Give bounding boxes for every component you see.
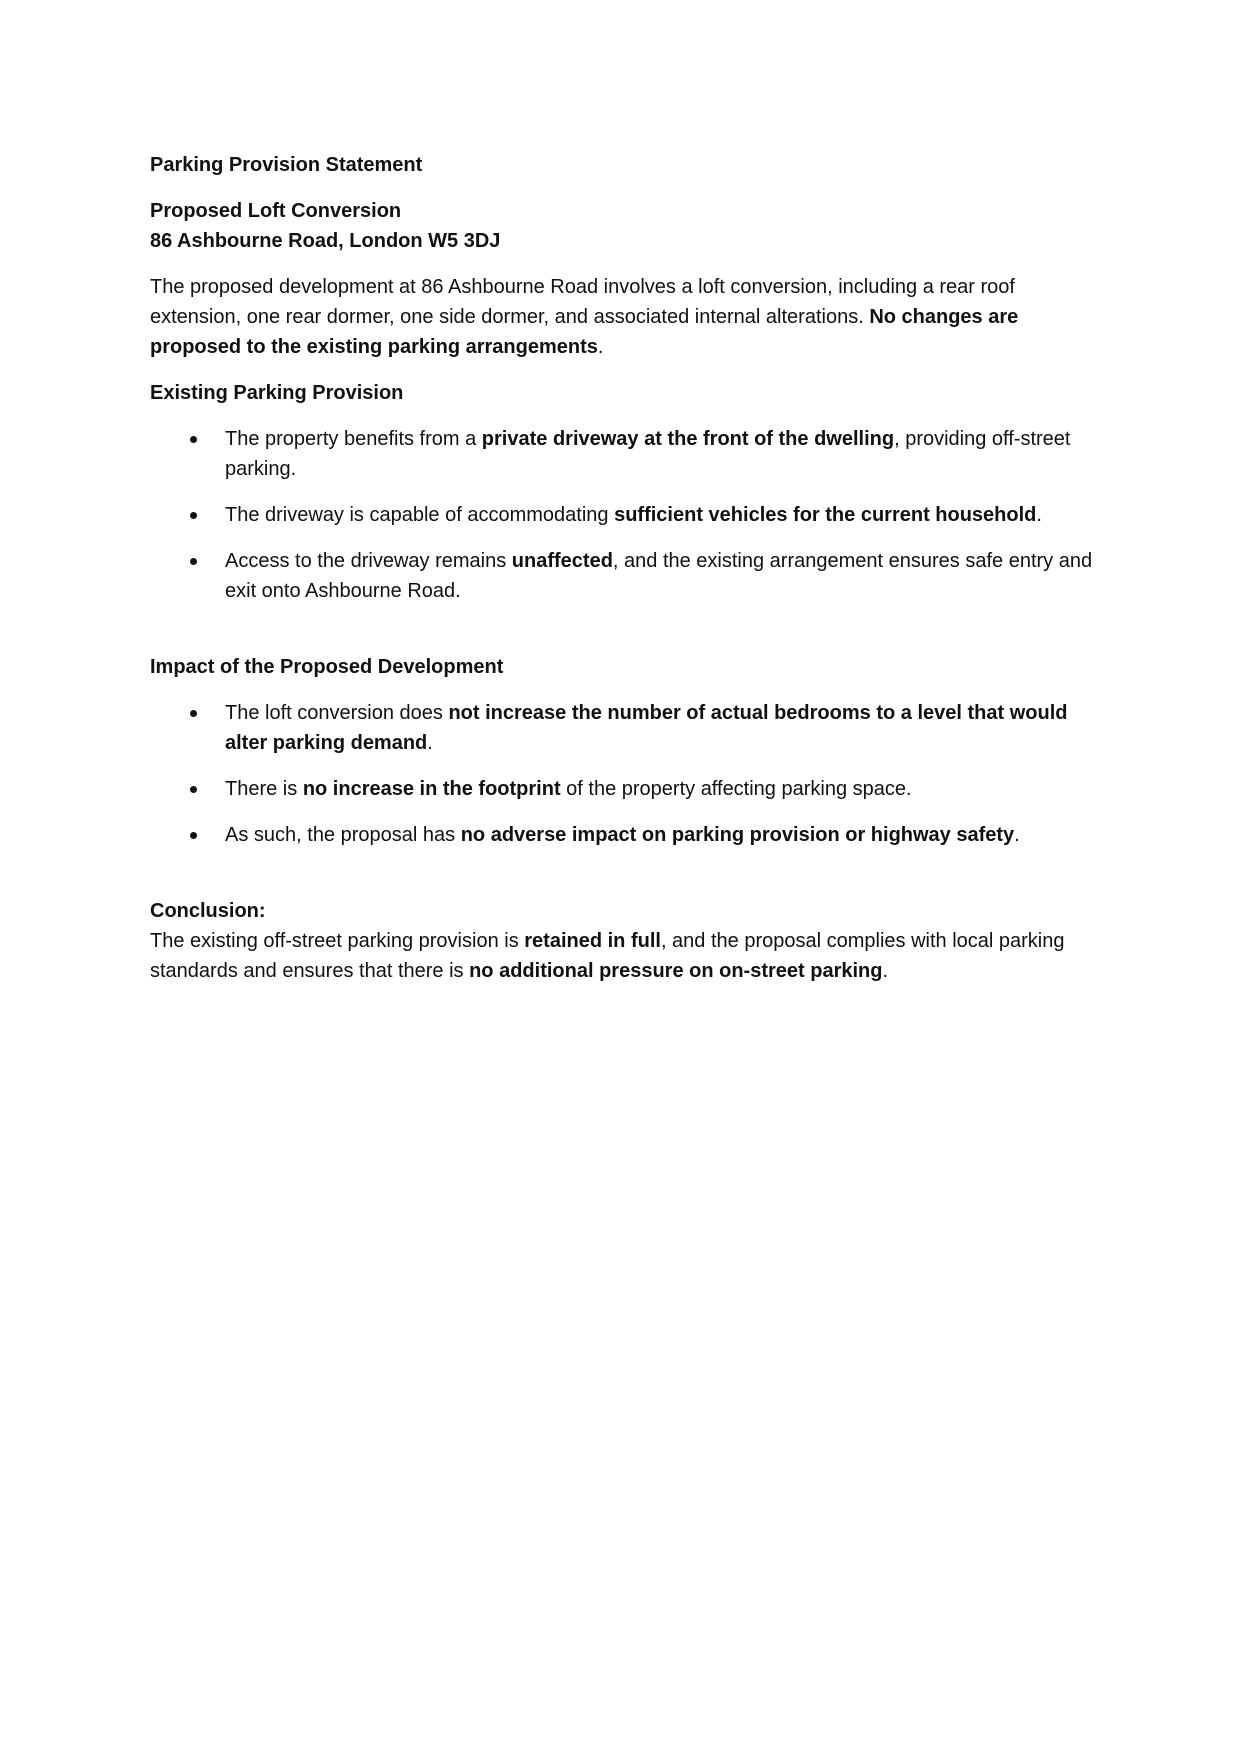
bullet-text: , and the existing arrangement ensures safe entry and exit onto Ashbourne Road. (225, 550, 1093, 602)
bullet-bold: unaffected (511, 550, 613, 572)
document-body (150, 150, 1095, 986)
bullet-bold: not increase the number of actual bedrooms to a level that would alter parking demand (225, 702, 1068, 754)
bullet-icon (190, 832, 197, 839)
project-heading (150, 196, 1095, 256)
conclusion-bold: no additional pressure on on-street parking (469, 960, 883, 982)
bullet-text: , providing off-street parking. (225, 428, 1071, 480)
bullet-text: The loft conversion does (225, 702, 449, 724)
impact-heading: Impact of the Proposed Development (150, 656, 504, 678)
intro-paragraph (150, 272, 1095, 362)
bullet-icon (190, 558, 197, 565)
conclusion-text: . (882, 960, 889, 982)
conclusion-text: , and the proposal complies with local parking standards and ensures that there is (150, 930, 1065, 982)
intro-text-1: The proposed development at 86 Ashbourne Road involves a loft conversion, including a rear roof extension, one rear dormer, one side dormer, and associated internal alterations. (150, 276, 1015, 328)
existing-parking-heading: Existing Parking Provision (150, 382, 404, 404)
conclusion-paragraph (150, 926, 1095, 986)
list-item (150, 698, 1095, 758)
bullet-icon (190, 786, 197, 793)
list-item (150, 774, 1095, 804)
bullet-icon (190, 512, 197, 519)
list-item (150, 820, 1095, 850)
bullet-icon (190, 436, 197, 443)
impact-list (150, 698, 1095, 850)
section-spacer (150, 866, 1095, 896)
bullet-text: As such, the proposal has (225, 824, 461, 846)
bullet-bold: no adverse impact on parking provision or highway safety (460, 824, 1015, 846)
bullet-text: There is (225, 778, 303, 800)
section-spacer (150, 622, 1095, 652)
bullet-bold: private driveway at the front of the dwelling (481, 428, 895, 450)
existing-parking-list (150, 424, 1095, 606)
bullet-icon (190, 710, 197, 717)
list-item (150, 546, 1095, 606)
bullet-text: . (427, 732, 433, 754)
bullet-text: The driveway is capable of accommodating (225, 504, 615, 526)
bullet-text: . (1036, 504, 1042, 526)
project-name: Proposed Loft Conversion (150, 200, 402, 222)
document-title: Parking Provision Statement (150, 154, 423, 176)
intro-text-2: . (597, 336, 604, 358)
bullet-text: The property benefits from a (225, 428, 482, 450)
intro-bold: No changes are proposed to the existing parking arrangements (150, 306, 1019, 358)
bullet-text: Access to the driveway remains (225, 550, 512, 572)
conclusion-heading: Conclusion: (150, 900, 266, 922)
project-address: 86 Ashbourne Road, London W5 3DJ (150, 230, 501, 252)
conclusion-bold: retained in full (524, 930, 661, 952)
bullet-text: of the property affecting parking space. (560, 778, 912, 800)
list-item (150, 424, 1095, 484)
bullet-bold: no increase in the footprint (302, 778, 561, 800)
conclusion-text: The existing off-street parking provision is (150, 930, 525, 952)
bullet-text: . (1014, 824, 1020, 846)
bullet-bold: sufficient vehicles for the current household (614, 504, 1037, 526)
list-item (150, 500, 1095, 530)
